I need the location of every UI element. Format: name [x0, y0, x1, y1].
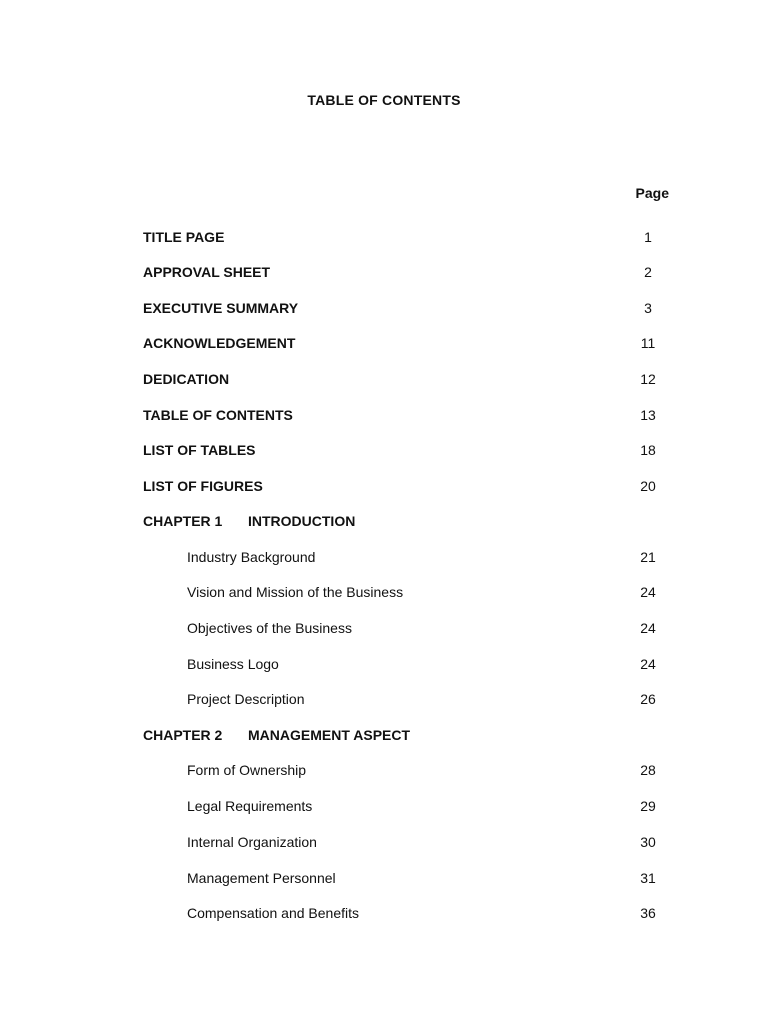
- toc-entry-label: [143, 725, 410, 745]
- toc-entry: [143, 405, 663, 425]
- toc-page-number: 29: [640, 798, 656, 814]
- toc-entry: [143, 298, 663, 318]
- toc-page-number: 36: [640, 905, 656, 921]
- toc-entry-label: Business Logo: [187, 656, 279, 672]
- toc-entry-label: Form of Ownership: [187, 762, 307, 778]
- toc-sub-entry: [143, 796, 663, 816]
- toc-page-number: 20: [640, 478, 656, 494]
- chapter-number: CHAPTER 1: [143, 513, 223, 529]
- toc-entry-label: ACKNOWLEDGEMENT: [143, 335, 296, 351]
- toc-entry-label: EXECUTIVE SUMMARY: [143, 300, 299, 316]
- toc-page-number: 26: [640, 691, 656, 707]
- toc-page-number: 12: [640, 371, 656, 387]
- toc-page-number: 30: [640, 834, 656, 850]
- toc-page-number: 13: [640, 407, 656, 423]
- page-title: TABLE OF CONTENTS: [307, 92, 461, 108]
- toc-sub-entry: [143, 689, 663, 709]
- toc-entry-label: Legal Requirements: [187, 798, 313, 814]
- toc-entry-label: Objectives of the Business: [187, 620, 352, 636]
- toc-page-number: 18: [640, 442, 656, 458]
- toc-entry: [143, 227, 663, 247]
- toc-entry-label: Internal Organization: [187, 834, 317, 850]
- toc-entry-label: Vision and Mission of the Business: [187, 584, 404, 600]
- toc-page-number: 21: [640, 549, 656, 565]
- toc-page-number: 3: [644, 300, 652, 316]
- toc-entry-label: DEDICATION: [143, 371, 230, 387]
- toc-entry-label: Project Description: [187, 691, 305, 707]
- toc-entry: [143, 369, 663, 389]
- toc-page-number: 1: [644, 229, 652, 245]
- toc-entry-label: TITLE PAGE: [143, 229, 225, 245]
- toc-page-number: 24: [640, 584, 656, 600]
- toc-sub-entry: [143, 903, 663, 923]
- chapter-title: MANAGEMENT ASPECT: [248, 727, 411, 743]
- toc-sub-entry: [143, 618, 663, 638]
- toc-sub-entry: [143, 760, 663, 780]
- toc-page-number: 31: [640, 870, 656, 886]
- toc-sub-entry: [143, 832, 663, 852]
- toc-entry: [143, 333, 663, 353]
- toc-sub-entry: [143, 547, 663, 567]
- toc-page-number: 11: [640, 335, 656, 351]
- toc-entry-label: TABLE OF CONTENTS: [143, 407, 293, 423]
- toc-chapter-heading: [143, 725, 663, 745]
- toc-sub-entry: [143, 582, 663, 602]
- toc-page-number: 28: [640, 762, 656, 778]
- toc-entry: [143, 476, 663, 496]
- toc-entry: [143, 440, 663, 460]
- toc-entry: [143, 262, 663, 282]
- toc-entry-label: LIST OF TABLES: [143, 442, 256, 458]
- toc-entry-label: [143, 511, 355, 531]
- toc-page-number: 24: [640, 656, 656, 672]
- toc-sub-entry: [143, 654, 663, 674]
- page-column-header: Page: [635, 185, 669, 201]
- toc-entry-label: Compensation and Benefits: [187, 905, 359, 921]
- toc-entry-label: APPROVAL SHEET: [143, 264, 271, 280]
- toc-entry-label: Management Personnel: [187, 870, 336, 886]
- chapter-number: CHAPTER 2: [143, 727, 223, 743]
- toc-page-number: 24: [640, 620, 656, 636]
- toc-page-number: 2: [644, 264, 652, 280]
- chapter-title: INTRODUCTION: [248, 513, 356, 529]
- toc-entry-label: Industry Background: [187, 549, 316, 565]
- toc-sub-entry: [143, 868, 663, 888]
- toc-chapter-heading: [143, 511, 663, 531]
- toc-entry-label: LIST OF FIGURES: [143, 478, 263, 494]
